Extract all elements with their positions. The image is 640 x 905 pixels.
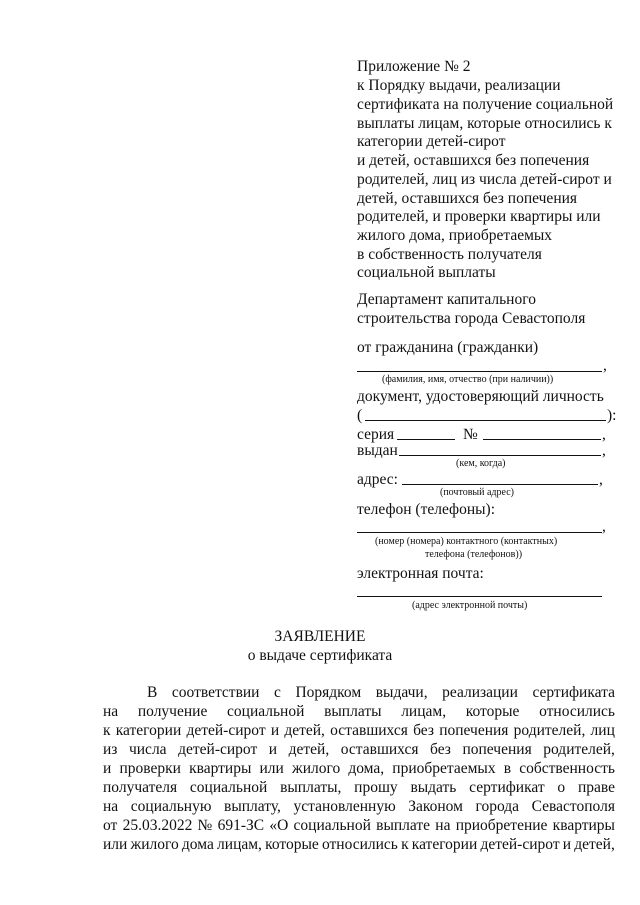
document-title: ЗАЯВЛЕНИЕ (274, 628, 366, 645)
appendix-line: родителей, и проверки квартиры или (357, 208, 601, 225)
body-line: к категории детей-сирот и детей, оставшихся без попечения родителей, лиц (103, 722, 615, 739)
appendix-line: детей, оставшихся без попечения (357, 190, 578, 207)
document-subtitle: о выдаче сертификата (247, 647, 393, 664)
name-field[interactable] (357, 371, 602, 372)
phone-caption: (номер (номера) контактного (контактных) (375, 536, 558, 547)
body-line: получателя социальной выплаты, прошу выдать сертификат о праве (103, 779, 615, 796)
appendix-line: выплаты лицам, которые относились к (357, 115, 612, 132)
addressee-line: Департамент капитального (357, 291, 536, 308)
comma: , (599, 471, 603, 488)
address-label: адрес: (357, 471, 398, 488)
body-line: от 25.03.2022 № 691-ЗС «О социальной выплате на приобретение квартиры (103, 817, 615, 834)
comma: , (602, 518, 606, 535)
comma: , (602, 426, 606, 443)
body-line: В соответствии с Порядком выдачи, реализации сертификата (147, 684, 615, 701)
document-field[interactable] (365, 420, 606, 421)
addressee-line: строительства города Севастополя (357, 310, 586, 327)
body-line: или жилого дома лицам, которые относились к категории детей-сирот и детей, (103, 836, 615, 853)
issued-field[interactable] (399, 455, 601, 456)
number-label: № (463, 426, 478, 443)
appendix-line: сертификата на получение социальной (357, 96, 614, 113)
body-line: на социальную выплату, установленную Законом города Севастополя (103, 798, 615, 815)
comma: , (602, 442, 606, 459)
name-caption: (фамилия, имя, отчество (при наличии)) (382, 374, 554, 385)
document-label: документ, удостоверяющий личность (357, 388, 604, 405)
from-label: от гражданина (гражданки) (357, 339, 539, 356)
appendix-line: родителей, лиц из числа детей-сирот и (357, 171, 612, 188)
issued-caption: (кем, когда) (456, 458, 506, 469)
appendix-line: социальной выплаты (357, 264, 496, 281)
appendix-line: к Порядку выдачи, реализации (357, 77, 561, 94)
bracket-close: ): (607, 407, 617, 424)
phone-field[interactable] (357, 532, 602, 533)
email-field[interactable] (357, 596, 602, 597)
body-line: из числа детей-сирот и детей, оставшихся без попечения родителей, (103, 741, 615, 758)
appendix-line: в собственность получателя (357, 246, 542, 263)
body-line: и проверки квартиры или жилого дома, приобретаемых в собственность (103, 760, 615, 777)
appendix-title: Приложение № 2 (357, 58, 471, 75)
series-field[interactable] (397, 439, 455, 440)
appendix-line: категории детей-сирот (357, 133, 506, 150)
phone-label: телефон (телефоны): (357, 501, 496, 518)
appendix-line: жилого дома, приобретаемых (357, 227, 553, 244)
email-caption: (адрес электронной почты) (412, 600, 528, 611)
address-field[interactable] (402, 484, 598, 485)
bracket-open: ( (357, 407, 363, 424)
issued-label: выдан (357, 442, 398, 459)
appendix-line: и детей, оставшихся без попечения (357, 152, 590, 169)
email-label: электронная почта: (357, 565, 484, 582)
body-line: на получение социальной выплаты лицам, которые относились (103, 703, 615, 720)
phone-caption: телефона (телефонов)) (425, 549, 523, 560)
comma: , (603, 357, 607, 374)
address-caption: (почтовый адрес) (440, 487, 514, 498)
number-field[interactable] (483, 439, 601, 440)
series-label: серия (357, 426, 395, 443)
